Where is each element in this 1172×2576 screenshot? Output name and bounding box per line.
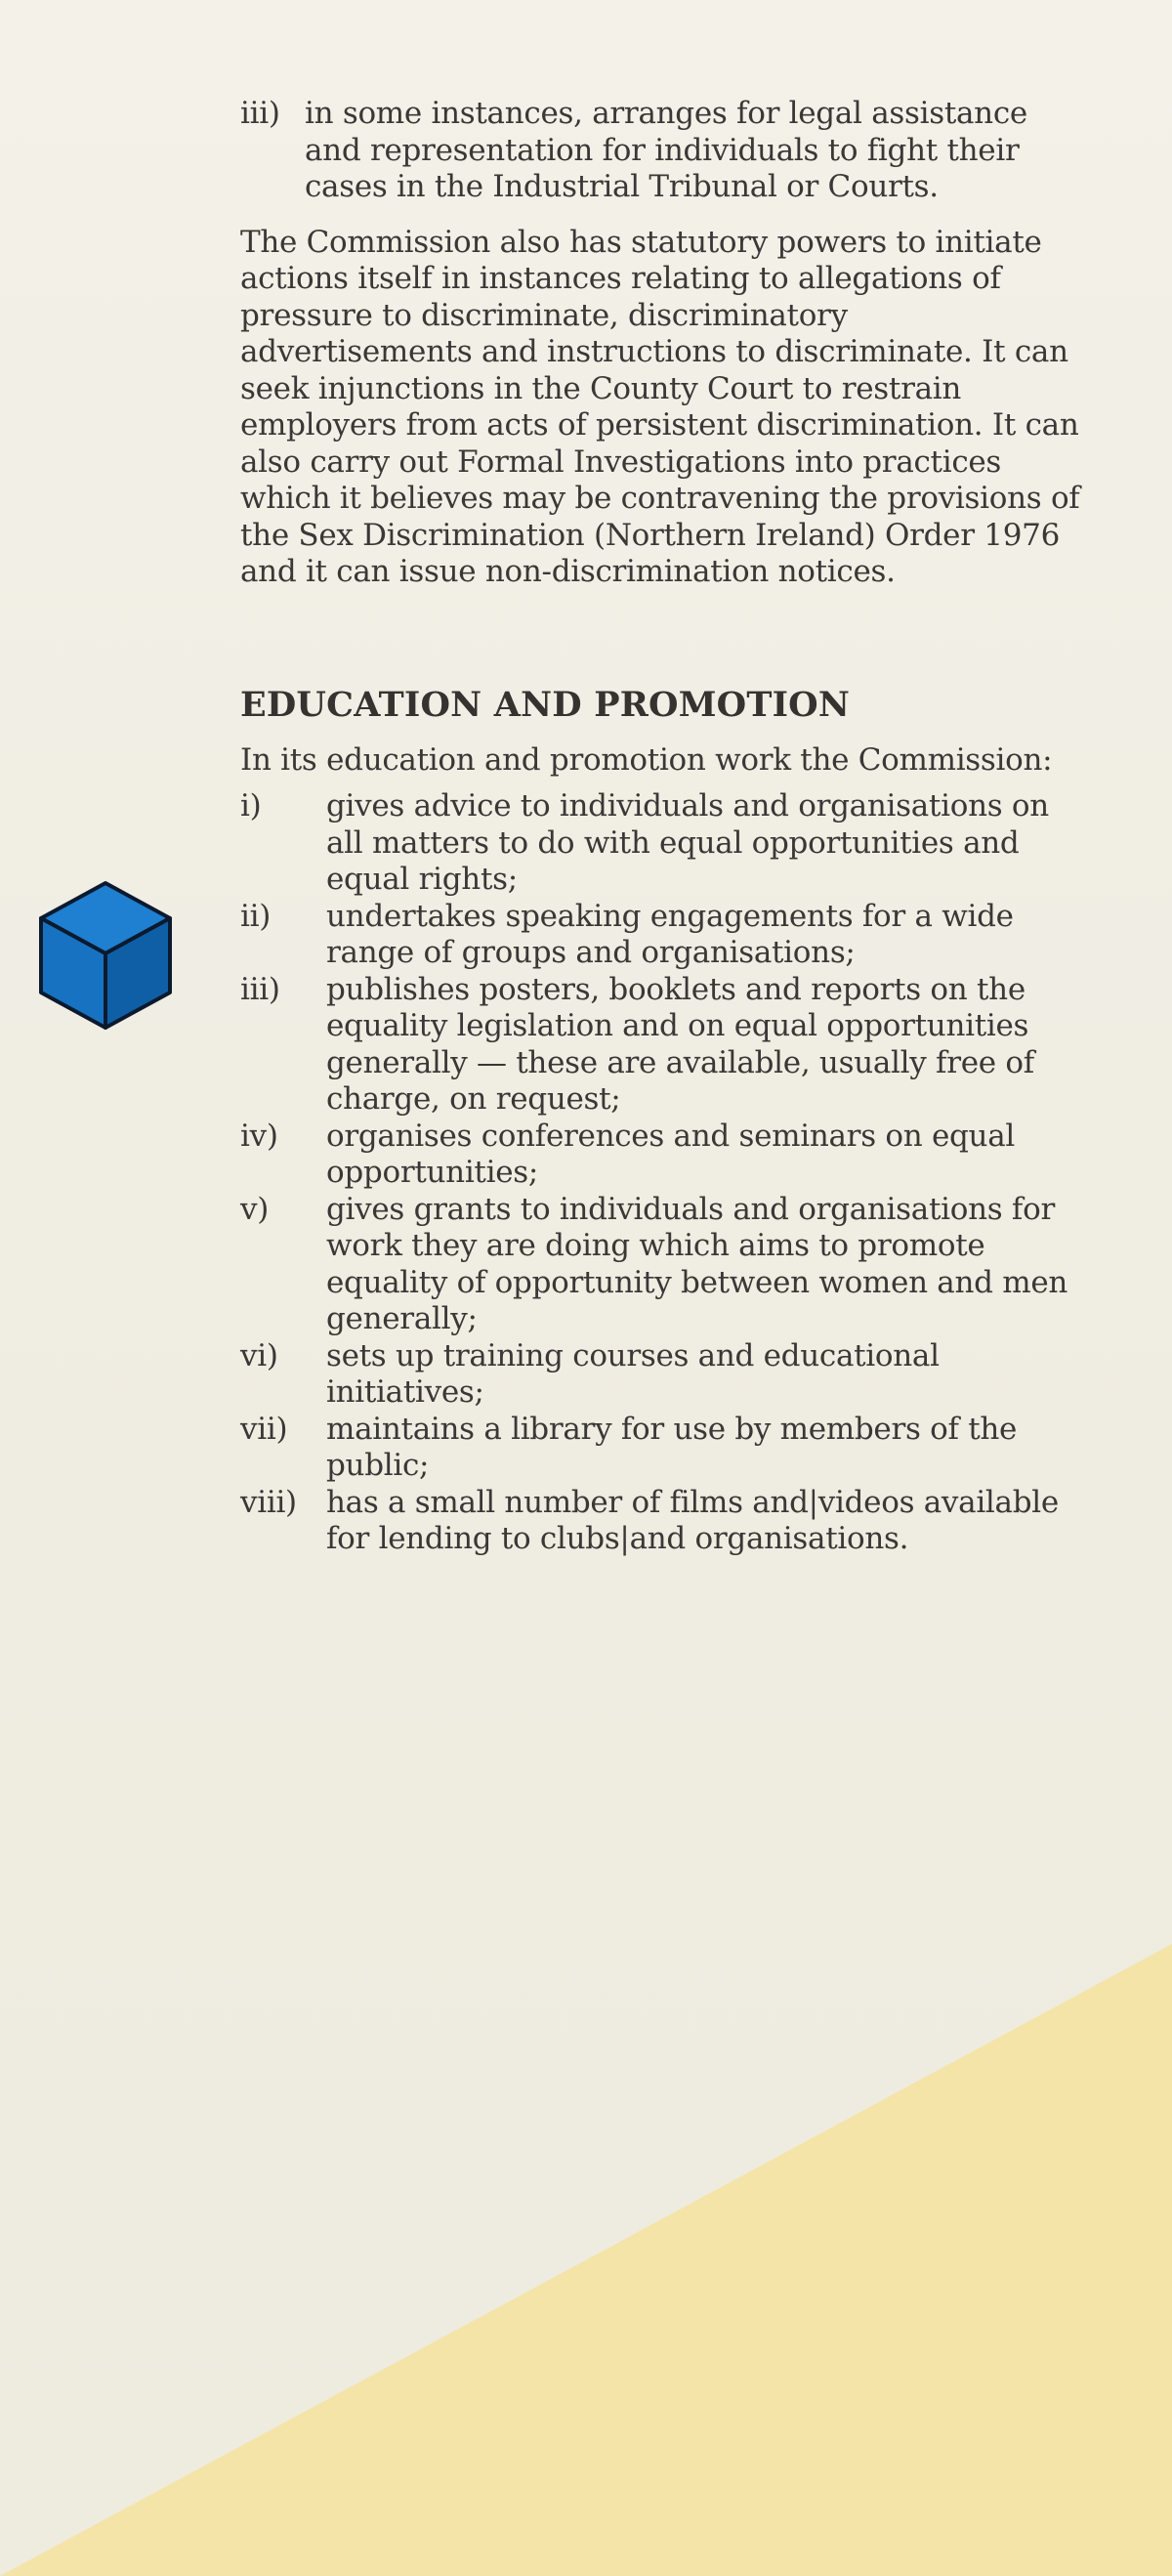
section-heading: EDUCATION AND PROMOTION [240,684,851,725]
list-item [240,1192,1080,1338]
list-text: maintains a library for use by members of the public; [326,1411,1018,1483]
list-item [240,899,1080,972]
section-lead: In its education and promotion work the Commission: [240,741,1053,778]
list-text: publishes posters, booklets and reports on the equality legislation and on equal opportunities generally — these are available, usually free of charge, on request; [326,971,1034,1117]
list-item-intro [240,96,1080,206]
list-number: i) [240,788,262,823]
list-number: ii) [240,898,272,934]
list-number: iii) [240,96,280,131]
list-text: in some instances, arranges for legal assistance and representation for individuals to fight their cases in the Industrial Tribunal or Courts. [305,96,1027,204]
list-text: has a small number of films and|videos available for lending to clubs|and organisations. [326,1484,1059,1556]
list-item [240,972,1080,1119]
education-list [240,788,1080,1558]
list-number: viii) [240,1484,297,1520]
list-number: vii) [240,1411,288,1447]
statutory-powers-paragraph: The Commission also has statutory powers to initiate actions itself in instances relating to allegations of pressure to discriminate, discriminatory advertisements and instructions to discriminate. It can seek injunctions in the County Court to restrain employers from acts of persistent discrimination. It can also carry out Formal Investigations into practices which it believes may be contravening the provisions of the Sex Discrimination (Northern Ireland) Order 1976 and it can issue non-discrimination notices. [240,224,1080,589]
list-text: sets up training courses and educational initiatives; [326,1337,940,1410]
blue-cube-icon [37,879,174,1032]
list-text: undertakes speaking engagements for a wide range of groups and organisations; [326,898,1014,970]
list-item [240,1119,1080,1192]
list-item [240,788,1080,899]
list-text: gives grants to individuals and organisations for work they are doing which aims to promote equality of opportunity between women and men generally; [326,1191,1068,1336]
list-number: iii) [240,971,280,1007]
list-number: v) [240,1191,270,1227]
list-item [240,1485,1080,1558]
list-item [240,1412,1080,1485]
list-number: iv) [240,1118,278,1154]
list-number: vi) [240,1337,278,1373]
list-item [240,1338,1080,1412]
document-body [240,96,1080,1558]
list-text: gives advice to individuals and organisations on all matters to do with equal opportunities and equal rights; [326,788,1049,897]
yellow-triangle [0,1944,1172,2576]
list-text: organises conferences and seminars on equal opportunities; [326,1118,1015,1190]
